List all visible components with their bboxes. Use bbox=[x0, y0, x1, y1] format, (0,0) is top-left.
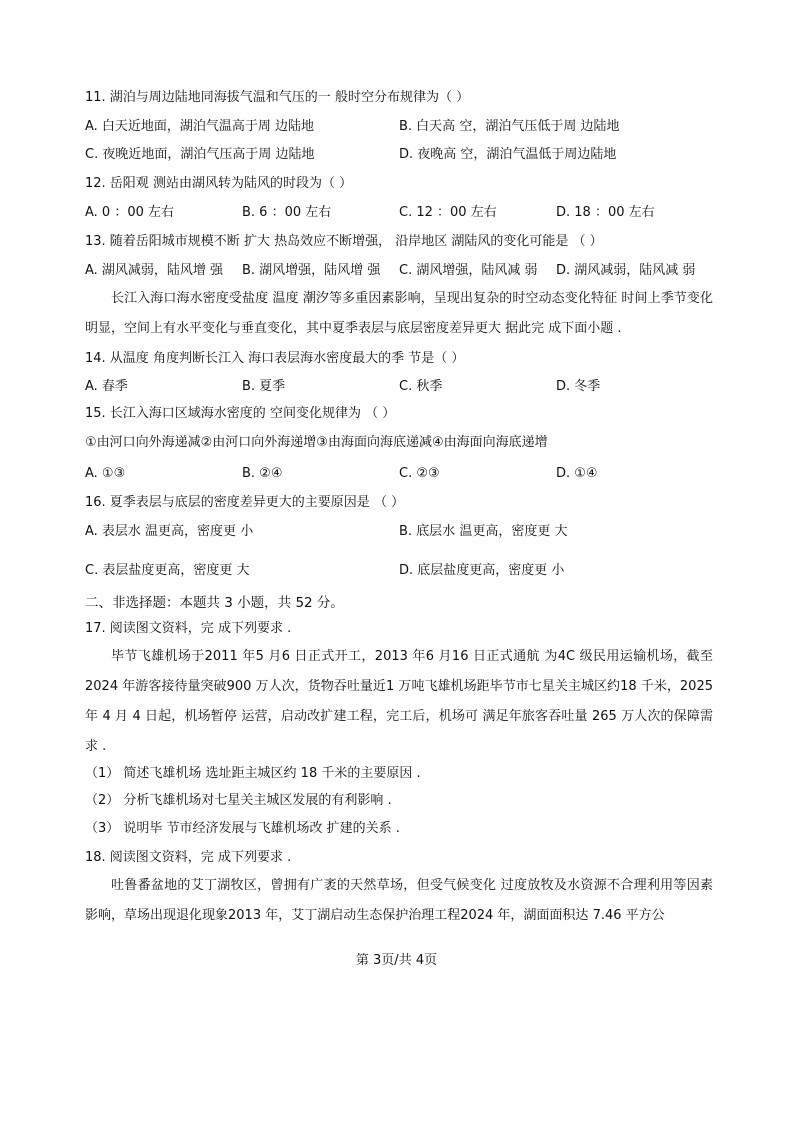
q18-passage: 吐鲁番盆地的艾丁湖牧区，曾拥有广袤的天然草场，但受气候变化 过度放牧及水资源不合理利用等因素影响，草场出现退化现象2013 年，艾丁湖启动生态保护治理工程2024 年，湖面面积达 7.46 平方公 bbox=[85, 878, 713, 923]
section-2-title: 二、非选择题：本题共 3 小题，共 52 分。 bbox=[85, 595, 344, 611]
q13-option-a: A. 湖风减弱，陆风增 强 bbox=[85, 263, 224, 278]
q17-sub-question-1: （1） 简述飞雄机场 选址距主城区约 18 千米的主要原因 . bbox=[85, 766, 421, 781]
q14-option-b: B. 夏季 bbox=[242, 379, 286, 394]
q17-sub-question-2: （2） 分析飞雄机场对七星关主城区发展的有利影响 . bbox=[85, 793, 392, 808]
q11-stem: 11. 湖泊与周边陆地同海拔气温和气压的一 般时空分布规律为（ ） bbox=[85, 90, 470, 105]
q15-option-d: D. ①④ bbox=[556, 466, 598, 481]
q14-option-c: C. 秋季 bbox=[399, 379, 443, 394]
q12-stem: 12. 岳阳观 测站由湖风转为陆风的时段为（ ） bbox=[85, 176, 353, 191]
q13-option-d: D. 湖风减弱，陆风减 弱 bbox=[556, 263, 696, 278]
q12-option-a: A. 0 ：00 左右 bbox=[85, 205, 175, 220]
q11-option-d: D. 夜晚高 空，湖泊气温低于周边陆地 bbox=[399, 147, 617, 162]
q13-option-b: B. 湖风增强，陆风增 强 bbox=[242, 263, 381, 278]
q12-option-d: D. 18 ：00 左右 bbox=[556, 205, 655, 220]
q16-stem: 16. 夏季表层与底层的密度差异更大的主要原因是 （ ） bbox=[85, 495, 405, 510]
q15-stem: 15. 长江入海口区域海水密度的 空间变化规律为 （ ） bbox=[85, 406, 396, 421]
q15-option-b: B. ②④ bbox=[242, 466, 283, 481]
q17-sub-question-3: （3） 说明毕 节市经济发展与飞雄机场改 扩建的关系 . bbox=[85, 821, 400, 836]
passage-yangtze-estuary: 长江入海口海水密度受盐度 温度 潮汐等多重因素影响，呈现出复杂的时空动态变化特征 时间上季节变化明显，空间上有水平变化与垂直变化，其中夏季表层与底层密度差异更大 据此完 成下面小题 . bbox=[85, 291, 713, 336]
q11-option-c: C. 夜晚近地面，湖泊气压高于周 边陆地 bbox=[85, 147, 315, 162]
q15-items: ①由河口向外海递减②由河口向外海递增③由海面向海底递减④由海面向海底递增 bbox=[85, 435, 548, 450]
q12-option-c: C. 12 ：00 左右 bbox=[399, 205, 497, 220]
q18-stem: 18. 阅读图文资料，完 成下列要求 . bbox=[85, 850, 292, 865]
q16-option-c: C. 表层盐度更高，密度更 大 bbox=[85, 563, 250, 578]
q11-option-a: A. 白天近地面，湖泊气温高于周 边陆地 bbox=[85, 119, 315, 134]
q15-option-c: C. ②③ bbox=[399, 466, 440, 481]
q17-passage: 毕节飞雄机场于2011 年5 月6 日正式开工，2013 年6 月16 日正式通航 为4C 级民用运输机场，截至2024 年游客接待量突破900 万人次，货物吞吐量近1 万吨飞雄机场距毕节市七星关主城区约18 千米，2025 年 4 月 4 日起，机场暂停 运营，启动改扩建工程，完工后，机场可 满足年旅客吞吐量 265 万人次的保障需求 . bbox=[85, 649, 713, 754]
q14-option-d: D. 冬季 bbox=[556, 379, 601, 394]
q16-option-a: A. 表层水 温更高，密度更 小 bbox=[85, 524, 254, 539]
q12-option-b: B. 6 ：00 左右 bbox=[242, 205, 332, 220]
q11-option-b: B. 白天高 空，湖泊气压低于周 边陆地 bbox=[399, 119, 620, 134]
q13-stem: 13. 随着岳阳城市规模不断 扩大 热岛效应不断增强， 沿岸地区 湖陆风的变化可能是 （ ） bbox=[85, 234, 603, 249]
q15-option-a: A. ①③ bbox=[85, 466, 126, 481]
q13-option-c: C. 湖风增强，陆风减 弱 bbox=[399, 263, 538, 278]
q16-option-b: B. 底层水 温更高，密度更 大 bbox=[399, 524, 568, 539]
page-number: 第 3页/共 4页 bbox=[355, 953, 438, 968]
q14-option-a: A. 春季 bbox=[85, 379, 128, 394]
q17-stem: 17. 阅读图文资料，完 成下列要求 . bbox=[85, 621, 292, 636]
q14-stem: 14. 从温度 角度判断长江入 海口表层海水密度最大的季 节是（ ） bbox=[85, 351, 465, 366]
q16-option-d: D. 底层盐度更高，密度更 小 bbox=[399, 563, 565, 578]
